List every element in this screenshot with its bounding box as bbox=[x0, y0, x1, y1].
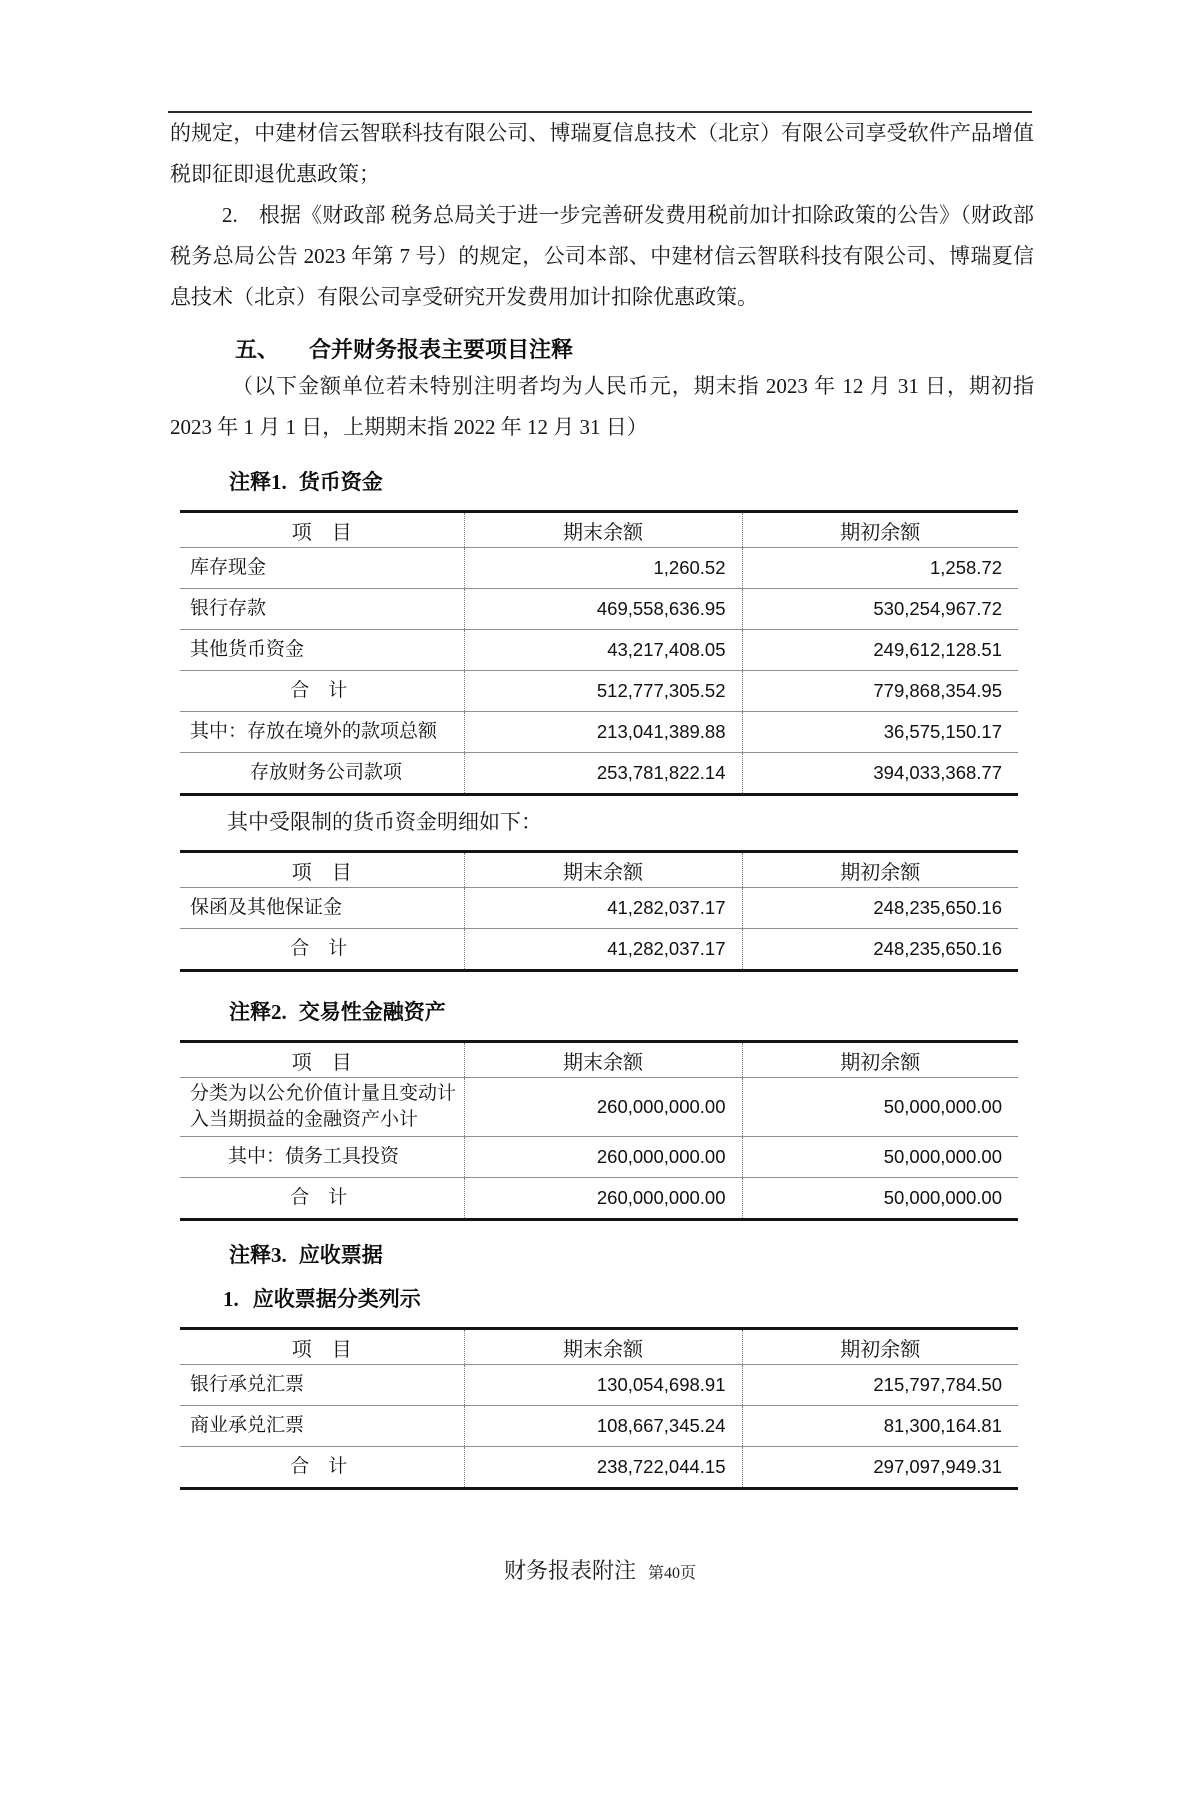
column-header: 期初余额 bbox=[742, 512, 1018, 548]
item-cell: 其中：债务工具投资 bbox=[180, 1137, 464, 1178]
item-cell: 其中：存放在境外的款项总额 bbox=[180, 712, 464, 753]
section-heading bbox=[235, 334, 1034, 366]
table-row bbox=[180, 589, 1018, 630]
table-row bbox=[180, 1078, 1018, 1137]
opening-balance-cell: 50,000,000.00 bbox=[742, 1137, 1018, 1178]
opening-balance-cell: 1,258.72 bbox=[742, 548, 1018, 589]
page-footer bbox=[0, 1554, 1200, 1585]
table-row bbox=[180, 753, 1018, 795]
item-cell: 银行存款 bbox=[180, 589, 464, 630]
table-header-row bbox=[180, 512, 1018, 548]
item-cell: 银行承兑汇票 bbox=[180, 1365, 464, 1406]
note3-title: 应收票据 bbox=[298, 1243, 383, 1267]
table-row bbox=[180, 1137, 1018, 1178]
opening-balance-cell: 394,033,368.77 bbox=[742, 753, 1018, 795]
opening-balance-cell: 50,000,000.00 bbox=[742, 1078, 1018, 1137]
opening-balance-cell: 36,575,150.17 bbox=[742, 712, 1018, 753]
column-header: 项 目 bbox=[180, 852, 464, 888]
table-row bbox=[180, 929, 1018, 971]
note3-sub1-title: 应收票据分类列示 bbox=[252, 1287, 421, 1311]
closing-balance-cell: 253,781,822.14 bbox=[464, 753, 742, 795]
page-content bbox=[170, 113, 1034, 1490]
table-row bbox=[180, 548, 1018, 589]
note3-heading bbox=[229, 1239, 1034, 1271]
document-page bbox=[0, 111, 1200, 1585]
closing-balance-cell: 238,722,044.15 bbox=[464, 1447, 742, 1489]
table-header-row bbox=[180, 1042, 1018, 1078]
closing-balance-cell: 260,000,000.00 bbox=[464, 1078, 742, 1137]
table-row bbox=[180, 1447, 1018, 1489]
notes-receivable-table bbox=[180, 1327, 1018, 1490]
opening-balance-cell: 248,235,650.16 bbox=[742, 929, 1018, 971]
footer-page-number: 第40页 bbox=[648, 1565, 697, 1582]
opening-balance-cell: 81,300,164.81 bbox=[742, 1406, 1018, 1447]
table-row bbox=[180, 712, 1018, 753]
opening-balance-cell: 530,254,967.72 bbox=[742, 589, 1018, 630]
closing-balance-cell: 260,000,000.00 bbox=[464, 1137, 742, 1178]
note1-number: 注释1. bbox=[229, 470, 287, 494]
table-header-row bbox=[180, 1329, 1018, 1365]
trading-financial-assets-table bbox=[180, 1040, 1018, 1221]
item-cell: 商业承兑汇票 bbox=[180, 1406, 464, 1447]
column-header: 期初余额 bbox=[742, 852, 1018, 888]
table-row bbox=[180, 1365, 1018, 1406]
opening-balance-cell: 215,797,784.50 bbox=[742, 1365, 1018, 1406]
column-header: 项 目 bbox=[180, 1042, 464, 1078]
closing-balance-cell: 41,282,037.17 bbox=[464, 888, 742, 929]
closing-balance-cell: 512,777,305.52 bbox=[464, 671, 742, 712]
closing-balance-cell: 213,041,389.88 bbox=[464, 712, 742, 753]
closing-balance-cell: 43,217,408.05 bbox=[464, 630, 742, 671]
column-header: 期末余额 bbox=[464, 1329, 742, 1365]
restricted-funds-note: 其中受限制的货币资金明细如下： bbox=[227, 810, 542, 834]
table-row bbox=[180, 630, 1018, 671]
item-cell: 保函及其他保证金 bbox=[180, 888, 464, 929]
item-cell: 其他货币资金 bbox=[180, 630, 464, 671]
column-header: 项 目 bbox=[180, 1329, 464, 1365]
column-header: 期末余额 bbox=[464, 512, 742, 548]
opening-balance-cell: 248,235,650.16 bbox=[742, 888, 1018, 929]
note3-number: 注释3. bbox=[229, 1243, 287, 1267]
column-header: 期初余额 bbox=[742, 1042, 1018, 1078]
restricted-funds-table bbox=[180, 850, 1018, 972]
item-cell: 合 计 bbox=[290, 938, 348, 959]
closing-balance-cell: 1,260.52 bbox=[464, 548, 742, 589]
table-row bbox=[180, 671, 1018, 712]
item-cell: 合 计 bbox=[290, 1187, 348, 1208]
note3-sub1-heading bbox=[223, 1283, 1034, 1315]
note1-title: 货币资金 bbox=[298, 470, 383, 494]
section-title: 合并财务报表主要项目注释 bbox=[309, 337, 574, 362]
closing-balance-cell: 41,282,037.17 bbox=[464, 929, 742, 971]
closing-balance-cell: 108,667,345.24 bbox=[464, 1406, 742, 1447]
opening-balance-cell: 297,097,949.31 bbox=[742, 1447, 1018, 1489]
paragraph-vat-policy: 的规定，中建材信云智联科技有限公司、博瑞夏信息技术（北京）有限公司享受软件产品增值税即征即退优惠政策； bbox=[170, 121, 1034, 186]
note2-title: 交易性金融资产 bbox=[298, 1000, 446, 1024]
item-cell: 合 计 bbox=[290, 1456, 348, 1477]
monetary-funds-table bbox=[180, 510, 1018, 796]
opening-balance-cell: 779,868,354.95 bbox=[742, 671, 1018, 712]
note1-heading bbox=[229, 466, 1034, 498]
column-header: 期初余额 bbox=[742, 1329, 1018, 1365]
column-header: 期末余额 bbox=[464, 852, 742, 888]
unit-note-paragraph: （以下金额单位若未特别注明者均为人民币元，期末指 2023 年 12 月 31 日，期初指 2023 年 1 月 1 日，上期期末指 2022 年 12 月 31 日） bbox=[170, 374, 1034, 439]
item-cell: 库存现金 bbox=[180, 548, 464, 589]
table-row bbox=[180, 1406, 1018, 1447]
column-header: 项 目 bbox=[180, 512, 464, 548]
closing-balance-cell: 130,054,698.91 bbox=[464, 1365, 742, 1406]
opening-balance-cell: 249,612,128.51 bbox=[742, 630, 1018, 671]
footer-title: 财务报表附注 bbox=[503, 1558, 636, 1583]
opening-balance-cell: 50,000,000.00 bbox=[742, 1178, 1018, 1220]
closing-balance-cell: 469,558,636.95 bbox=[464, 589, 742, 630]
paragraph-rd-deduction-policy: 2. 根据《财政部 税务总局关于进一步完善研发费用税前加计扣除政策的公告》（财政部税务总局公告 2023 年第 7 号）的规定，公司本部、中建材信云智联科技有限公司、博瑞夏信息技术（北京）有限公司享受研究开发费用加计扣除优惠政策。 bbox=[170, 203, 1034, 309]
note3-sub1-number: 1. bbox=[223, 1287, 239, 1311]
note2-heading bbox=[229, 996, 1034, 1028]
table-row bbox=[180, 1178, 1018, 1220]
table-row bbox=[180, 888, 1018, 929]
column-header: 期末余额 bbox=[464, 1042, 742, 1078]
note2-number: 注释2. bbox=[229, 1000, 287, 1024]
item-cell: 分类为以公允价值计量且变动计入当期损益的金融资产小计 bbox=[180, 1078, 464, 1137]
item-cell: 存放财务公司款项 bbox=[250, 762, 403, 783]
section-number: 五、 bbox=[235, 337, 280, 362]
item-cell: 合 计 bbox=[180, 671, 464, 712]
closing-balance-cell: 260,000,000.00 bbox=[464, 1178, 742, 1220]
table-header-row bbox=[180, 852, 1018, 888]
